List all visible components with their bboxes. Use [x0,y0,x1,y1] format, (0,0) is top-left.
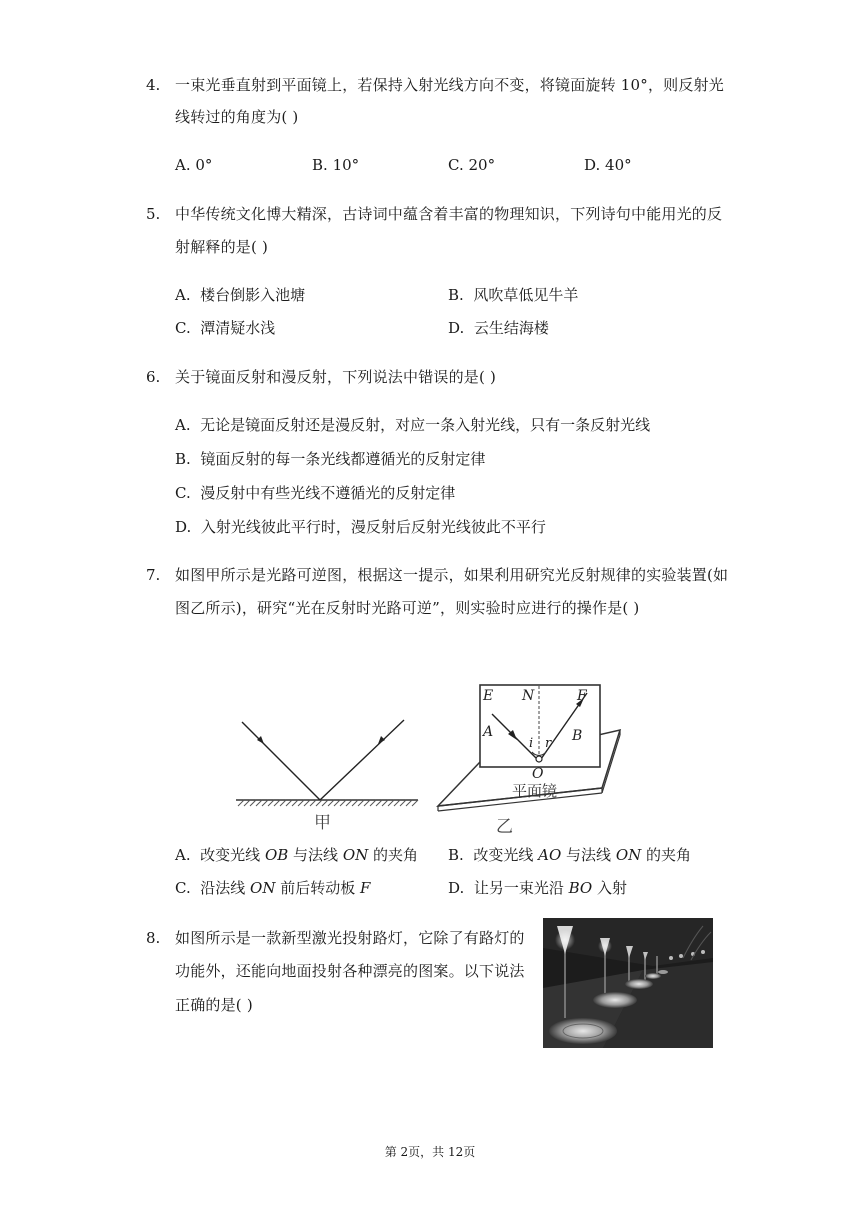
question-5-option-b: B. 风吹草低见牛羊 [448,286,579,304]
diagram-yi [438,685,620,837]
question-4-option-c: C. 20° [448,156,496,174]
svg-text:A: A [483,724,494,740]
svg-text:E: E [483,688,494,704]
question-5-option-c: C. 潭清疑水浅 [175,319,276,337]
question-6-stem-line-1: 关于镜面反射和漫反射，下列说法中错误的是( ) [175,368,497,386]
question-7-number: 7. [146,566,161,584]
caption-yi: 乙 [496,817,513,837]
question-8-stem-line-2: 功能外，还能向地面投射各种漂亮的图案。以下说法 [175,962,525,980]
question-5-stem-line-2: 射解释的是( ) [175,238,269,256]
mirror-label: 平面镜 [512,782,558,800]
svg-text:r: r [545,736,552,751]
question-7-option-b: B. 改变光线 AO 与法线 ON 的夹角 [448,846,692,864]
svg-text:F: F [577,688,587,704]
question-4-option-b: B. 10° [312,156,360,174]
question-7-option-a: A. 改变光线 OB 与法线 ON 的夹角 [175,846,419,864]
laser-streetlight-photo [543,918,713,1048]
question-4-stem-line-1: 一束光垂直射到平面镜上，若保持入射光线方向不变，将镜面旋转 10°，则反射光 [175,76,724,94]
question-7-option-c: C. 沿法线 ON 前后转动板 F [175,879,371,897]
question-7-stem-line-2: 图乙所示)，研究“光在反射时光路可逆”，则实验时应进行的操作是( ) [175,599,640,617]
question-7-option-d: D. 让另一束光沿 BO 入射 [448,879,627,897]
caption-jia: 甲 [314,813,331,833]
question-7-stem-line-1: 如图甲所示是光路可逆图，根据这一提示，如果利用研究光反射规律的实验装置(如 [175,566,729,584]
svg-text:N: N [522,688,535,704]
question-4-number: 4. [146,76,161,94]
question-6-number: 6. [146,368,161,386]
question-4-option-a: A. 0° [175,156,213,174]
diagram-jia [236,720,418,833]
svg-text:i: i [529,736,534,751]
question-8-number: 8. [146,929,161,947]
question-5-number: 5. [146,205,161,223]
svg-text:O: O [532,766,544,782]
question-4-stem-line-2: 线转过的角度为( ) [175,108,299,126]
question-5-option-d: D. 云生结海楼 [448,319,549,337]
question-6-option-a: A. 无论是镜面反射还是漫反射，对应一条入射光线，只有一条反射光线 [175,416,651,434]
svg-text:B: B [572,728,583,744]
question-4-option-d: D. 40° [584,156,632,174]
question-8-stem-line-1: 如图所示是一款新型激光投射路灯，它除了有路灯的 [175,929,525,947]
page-footer: 第 2页，共 12页 [384,1145,476,1159]
question-8-stem-line-3: 正确的是( ) [175,996,253,1014]
question-7-figure [230,680,630,840]
question-6-option-c: C. 漫反射中有些光线不遵循光的反射定律 [175,484,456,502]
question-5-option-a: A. 楼台倒影入池塘 [175,286,306,304]
question-6-option-b: B. 镜面反射的每一条光线都遵循光的反射定律 [175,450,486,468]
question-5-stem-line-1: 中华传统文化博大精深，古诗词中蕴含着丰富的物理知识，下列诗句中能用光的反 [175,205,723,223]
question-6-option-d: D. 入射光线彼此平行时，漫反射后反射光线彼此不平行 [175,518,546,536]
